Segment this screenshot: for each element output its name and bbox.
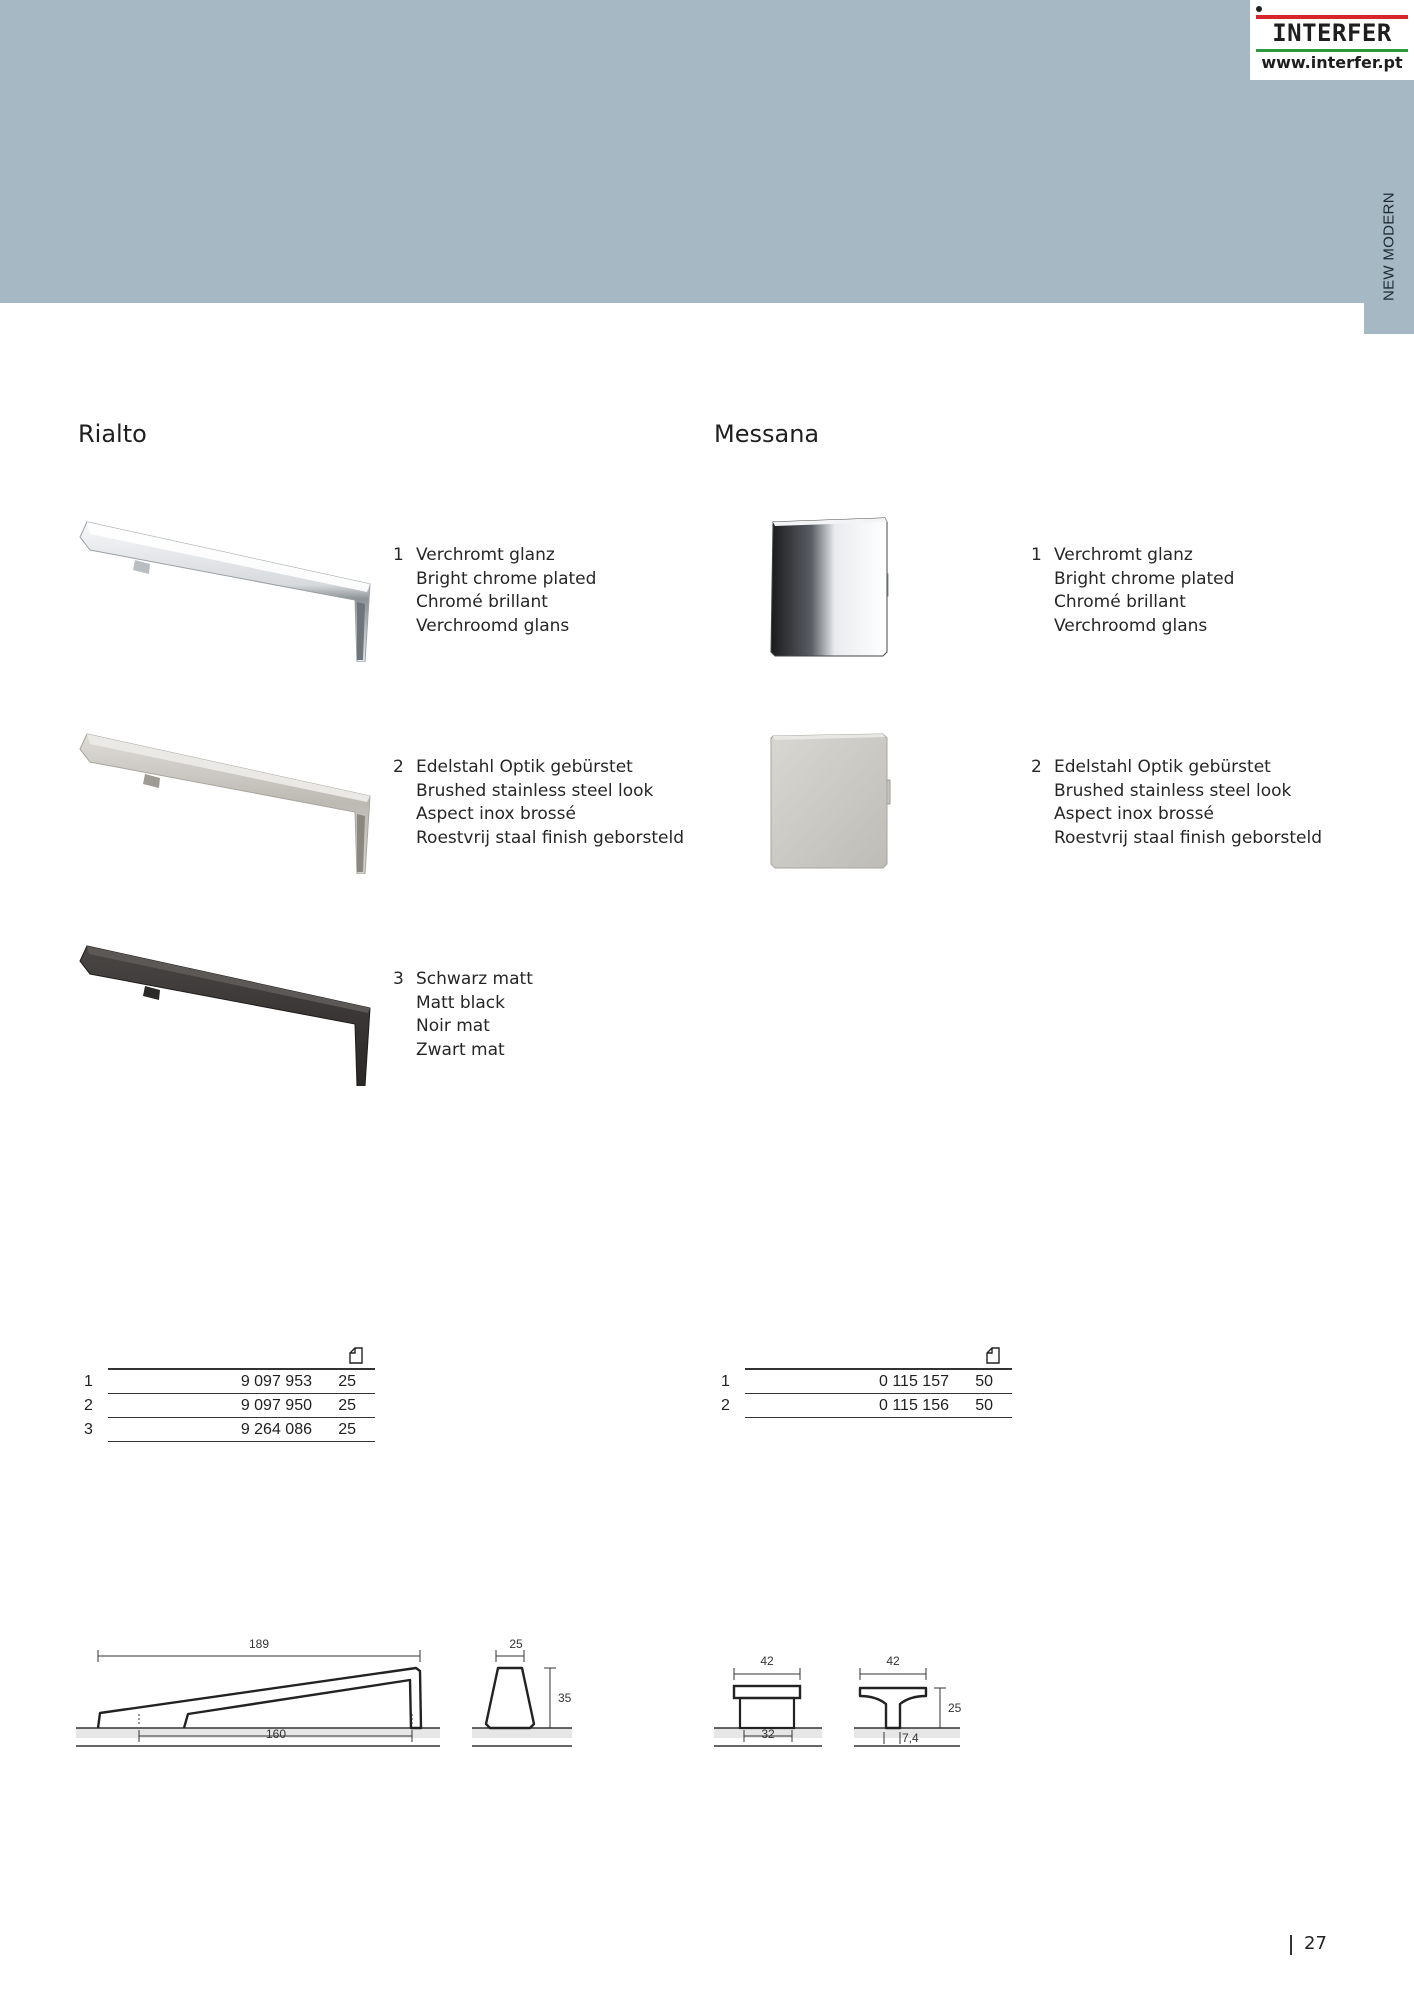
logo-url: www.interfer.pt (1261, 53, 1403, 72)
page-number: 27 (1304, 1933, 1327, 1954)
finish-number: 2 (1031, 757, 1042, 777)
header-band (0, 0, 1414, 303)
messana-front-drawing (714, 1628, 826, 1753)
finish-label-de: Schwarz matt (416, 969, 533, 989)
finish-number: 1 (393, 545, 404, 565)
finish-label-de: Verchromt glanz (1054, 545, 1193, 565)
product-title-messana: Messana (714, 420, 820, 448)
finish-label-de: Edelstahl Optik gebürstet (416, 757, 633, 777)
finish-label-nl: Roestvrij staal finish geborsteld (1054, 827, 1322, 848)
package-quantity: 50 (975, 1397, 993, 1414)
row-rule (108, 1441, 375, 1443)
package-icon (985, 1346, 1001, 1364)
footer-divider (1290, 1935, 1292, 1955)
finish-label-nl: Verchroomd glans (1054, 615, 1208, 636)
finish-number: 3 (393, 969, 404, 989)
package-quantity: 25 (338, 1421, 356, 1438)
rialto-dimension-drawing (76, 1628, 446, 1753)
rialto-height-label: 35 (558, 1691, 572, 1705)
logo-dot-icon (1256, 6, 1262, 12)
package-icon (348, 1346, 364, 1364)
row-rule (745, 1417, 1012, 1419)
finish-label-fr: Noir mat (416, 1016, 490, 1036)
article-number: 9 097 953 (240, 1373, 312, 1390)
rialto-black-photo (75, 936, 375, 1086)
product-title-rialto: Rialto (78, 420, 147, 448)
row-index: 1 (84, 1373, 93, 1390)
messana-brushed-photo (765, 728, 915, 878)
finish-label-fr: Chromé brillant (1054, 592, 1186, 612)
rialto-order-table (84, 1342, 384, 1444)
finish-label-en: Matt black (416, 992, 505, 1013)
finish-label-fr: Aspect inox brossé (1054, 804, 1214, 824)
messana-stem-label: 7,4 (902, 1731, 919, 1745)
logo-green-stripe (1256, 49, 1408, 52)
messana-height-label: 25 (948, 1701, 962, 1715)
package-quantity: 25 (338, 1373, 356, 1390)
finish-label-nl: Zwart mat (416, 1039, 505, 1060)
finish-number: 2 (393, 757, 404, 777)
rialto-brushed-photo (75, 724, 375, 874)
table-row (84, 1394, 384, 1418)
finish-label-fr: Aspect inox brossé (416, 804, 576, 824)
package-quantity: 50 (975, 1373, 993, 1390)
messana-width-label: 42 (760, 1654, 774, 1668)
finish-label-fr: Chromé brillant (416, 592, 548, 612)
article-number: 9 097 950 (240, 1397, 312, 1414)
rialto-hole-spacing-label: 160 (265, 1727, 287, 1741)
finish-label-en: Brushed stainless steel look (416, 780, 654, 801)
rialto-profile-drawing (472, 1628, 582, 1753)
article-number: 0 115 156 (879, 1397, 949, 1414)
logo-name: INTERFER (1272, 19, 1392, 47)
messana-side-width-label: 42 (886, 1654, 900, 1668)
finish-label-nl: Verchroomd glans (416, 615, 570, 636)
messana-side-drawing (854, 1628, 974, 1753)
package-quantity: 25 (338, 1397, 356, 1414)
row-index: 2 (721, 1397, 730, 1414)
section-tab[interactable] (1364, 160, 1414, 334)
finish-label-en: Bright chrome plated (416, 568, 597, 589)
section-tab-label: NEW MODERN (1380, 192, 1398, 302)
table-row (721, 1370, 1021, 1394)
messana-order-table (721, 1342, 1021, 1420)
table-row (721, 1394, 1021, 1418)
brand-logo[interactable] (1250, 0, 1414, 80)
table-row (84, 1370, 384, 1394)
article-number: 0 115 157 (879, 1373, 949, 1390)
page-footer (1288, 1929, 1378, 1961)
finish-label-nl: Roestvrij staal finish geborsteld (416, 827, 684, 848)
row-index: 3 (84, 1421, 93, 1438)
finish-number: 1 (1031, 545, 1042, 565)
article-number: 9 264 086 (240, 1421, 312, 1438)
finish-label-de: Verchromt glanz (416, 545, 555, 565)
row-index: 2 (84, 1397, 93, 1414)
rialto-chrome-photo (75, 512, 375, 662)
table-row (84, 1418, 384, 1442)
messana-base-label: 32 (761, 1727, 775, 1741)
finish-label-en: Bright chrome plated (1054, 568, 1235, 589)
finish-label-en: Brushed stainless steel look (1054, 780, 1292, 801)
row-index: 1 (721, 1373, 730, 1390)
rialto-width-label: 25 (509, 1637, 523, 1651)
messana-chrome-photo (765, 514, 915, 664)
rialto-length-label: 189 (248, 1637, 270, 1651)
finish-label-de: Edelstahl Optik gebürstet (1054, 757, 1271, 777)
